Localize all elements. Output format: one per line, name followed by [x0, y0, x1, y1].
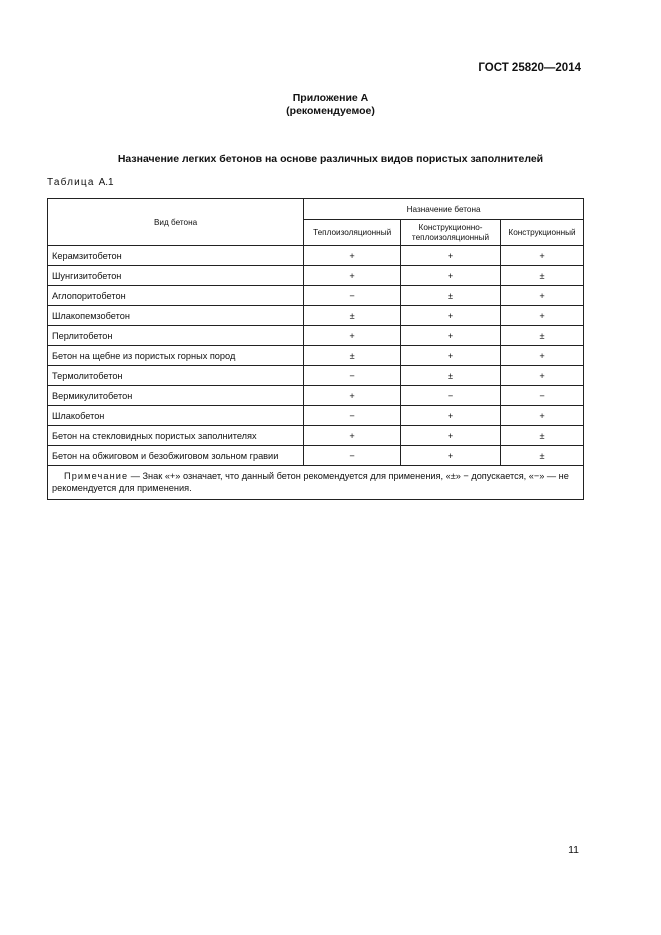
row-name: Аглопоритобетон: [48, 286, 304, 306]
standard-header: ГОСТ 25820—2014: [478, 62, 581, 74]
cell-structural: +: [501, 366, 584, 386]
cell-thermal: −: [304, 366, 401, 386]
cell-structural: +: [501, 306, 584, 326]
table-row: [48, 446, 584, 466]
row-name: Керамзитобетон: [48, 246, 304, 266]
cell-structural: +: [501, 286, 584, 306]
table-row: [48, 426, 584, 446]
cell-thermal: +: [304, 246, 401, 266]
cell-structural: ±: [501, 326, 584, 346]
header-col-thermal: Теплоизоляционный: [304, 220, 401, 246]
cell-struct-thermal: +: [401, 426, 501, 446]
table-row: [48, 246, 584, 266]
row-name: Бетон на обжиговом и безобжиговом зольном гравии: [48, 446, 304, 466]
table-label-prefix: Таблица: [47, 177, 95, 188]
document-title: Назначение легких бетонов на основе различных видов пористых заполнителей: [117, 153, 544, 165]
appendix-subtitle: (рекомендуемое): [286, 105, 375, 117]
cell-struct-thermal: +: [401, 446, 501, 466]
cell-thermal: +: [304, 426, 401, 446]
page-number: 11: [568, 844, 579, 856]
cell-thermal: −: [304, 446, 401, 466]
header-concrete-purpose: Назначение бетона: [304, 199, 584, 220]
row-name: Бетон на стекловидных пористых заполнителях: [48, 426, 304, 446]
cell-structural: ±: [501, 426, 584, 446]
cell-thermal: −: [304, 286, 401, 306]
cell-struct-thermal: ±: [401, 366, 501, 386]
table-row: [48, 406, 584, 426]
table-row: [48, 266, 584, 286]
row-name: Бетон на щебне из пористых горных пород: [48, 346, 304, 366]
cell-thermal: +: [304, 266, 401, 286]
concrete-table: [47, 198, 584, 500]
row-name: Перлитобетон: [48, 326, 304, 346]
cell-struct-thermal: +: [401, 306, 501, 326]
header-concrete-kind: Вид бетона: [48, 199, 304, 246]
note-lead: Примечание: [64, 471, 129, 481]
cell-thermal: +: [304, 386, 401, 406]
cell-structural: −: [501, 386, 584, 406]
table-row: [48, 326, 584, 346]
row-name: Шлакопемзобетон: [48, 306, 304, 326]
appendix-heading: [0, 92, 661, 118]
table-row: [48, 346, 584, 366]
cell-struct-thermal: +: [401, 406, 501, 426]
cell-structural: +: [501, 346, 584, 366]
appendix-title: Приложение А: [292, 92, 369, 104]
cell-struct-thermal: ±: [401, 286, 501, 306]
row-name: Шунгизитобетон: [48, 266, 304, 286]
note-text: — Знак «+» означает, что данный бетон рекомендуется для применения, «±» − допускается, «−» — не рекомендуется для применения.: [52, 471, 569, 493]
cell-thermal: ±: [304, 346, 401, 366]
cell-structural: ±: [501, 266, 584, 286]
cell-structural: ±: [501, 446, 584, 466]
cell-struct-thermal: +: [401, 346, 501, 366]
row-name: Вермикулитобетон: [48, 386, 304, 406]
cell-struct-thermal: +: [401, 246, 501, 266]
cell-struct-thermal: −: [401, 386, 501, 406]
cell-thermal: ±: [304, 306, 401, 326]
header-col-structural: Конструкционный: [501, 220, 584, 246]
cell-thermal: +: [304, 326, 401, 346]
row-name: Термолитобетон: [48, 366, 304, 386]
table-label-number: А.1: [98, 177, 114, 188]
header-col-struct-thermal: Конструкционно-теплоизоляционный: [401, 220, 501, 246]
row-name: Шлакобетон: [48, 406, 304, 426]
table-row: [48, 386, 584, 406]
table-note: [48, 466, 584, 500]
table-row: [48, 286, 584, 306]
table-row: [48, 366, 584, 386]
cell-structural: +: [501, 246, 584, 266]
table-label: [47, 177, 114, 188]
cell-struct-thermal: +: [401, 326, 501, 346]
table-row: [48, 306, 584, 326]
cell-struct-thermal: +: [401, 266, 501, 286]
cell-thermal: −: [304, 406, 401, 426]
cell-structural: +: [501, 406, 584, 426]
table-body: [48, 246, 584, 466]
